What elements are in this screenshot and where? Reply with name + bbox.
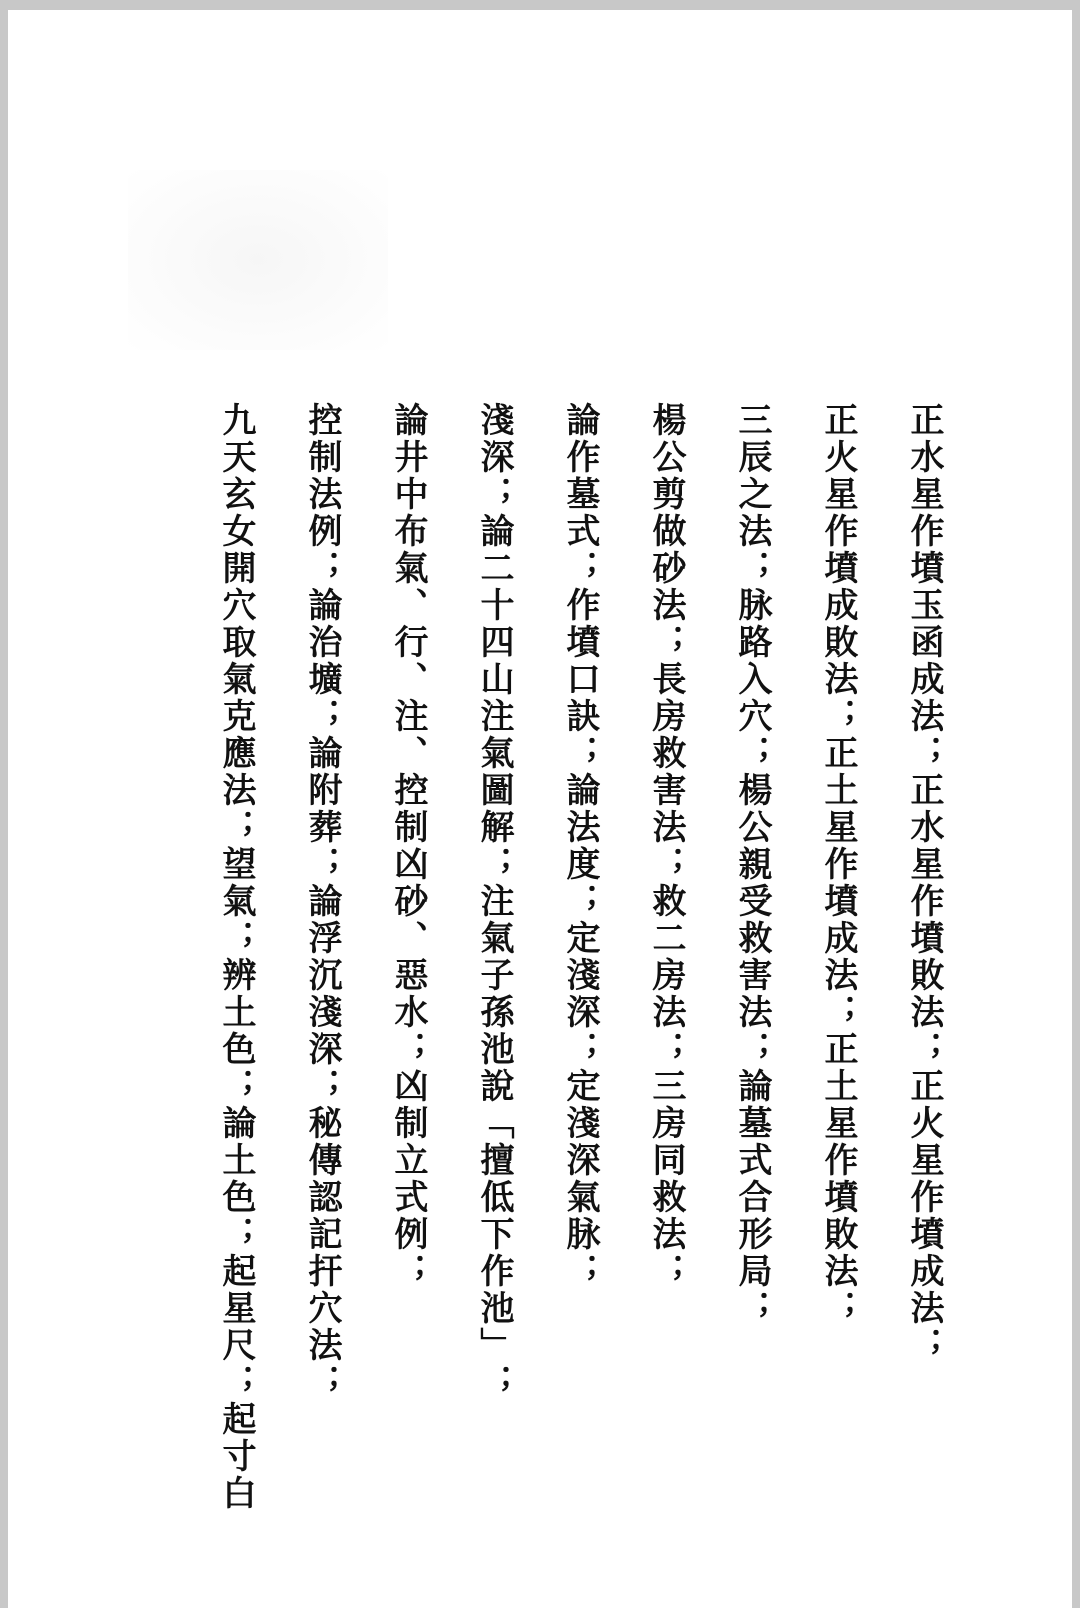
text-column-7: 論井中布氣、行、注、控制凶砂、惡水；凶制立式例；: [388, 402, 428, 1290]
document-page: [8, 10, 1072, 1608]
text-column-4: 楊公剪做砂法；長房救害法；救二房法；三房同救法；: [646, 402, 686, 1290]
scan-smudge: [128, 170, 388, 350]
text-column-8: 控制法例；論治壙；論附葬；論浮沉淺深；秘傳認記扞穴法；: [302, 402, 342, 1401]
text-column-9: 九天玄女開穴取氣克應法；望氣；辨土色；論土色；起星尺；起寸白: [216, 402, 256, 1512]
text-column-3: 三辰之法；脉路入穴；楊公親受救害法；論墓式合形局；: [732, 402, 772, 1327]
vertical-text-block: [208, 402, 952, 1512]
text-column-1: 正水星作墳玉函成法；正水星作墳敗法；正火星作墳成法；: [904, 402, 944, 1364]
text-column-5: 論作墓式；作墳口訣；論法度；定淺深；定淺深氣脉；: [560, 402, 600, 1290]
text-column-6: 淺深；論二十四山注氣圖解；注氣子孫池說「擅低下作池」；: [474, 402, 514, 1401]
text-column-2: 正火星作墳成敗法；正土星作墳成法；正土星作墳敗法；: [818, 402, 858, 1327]
